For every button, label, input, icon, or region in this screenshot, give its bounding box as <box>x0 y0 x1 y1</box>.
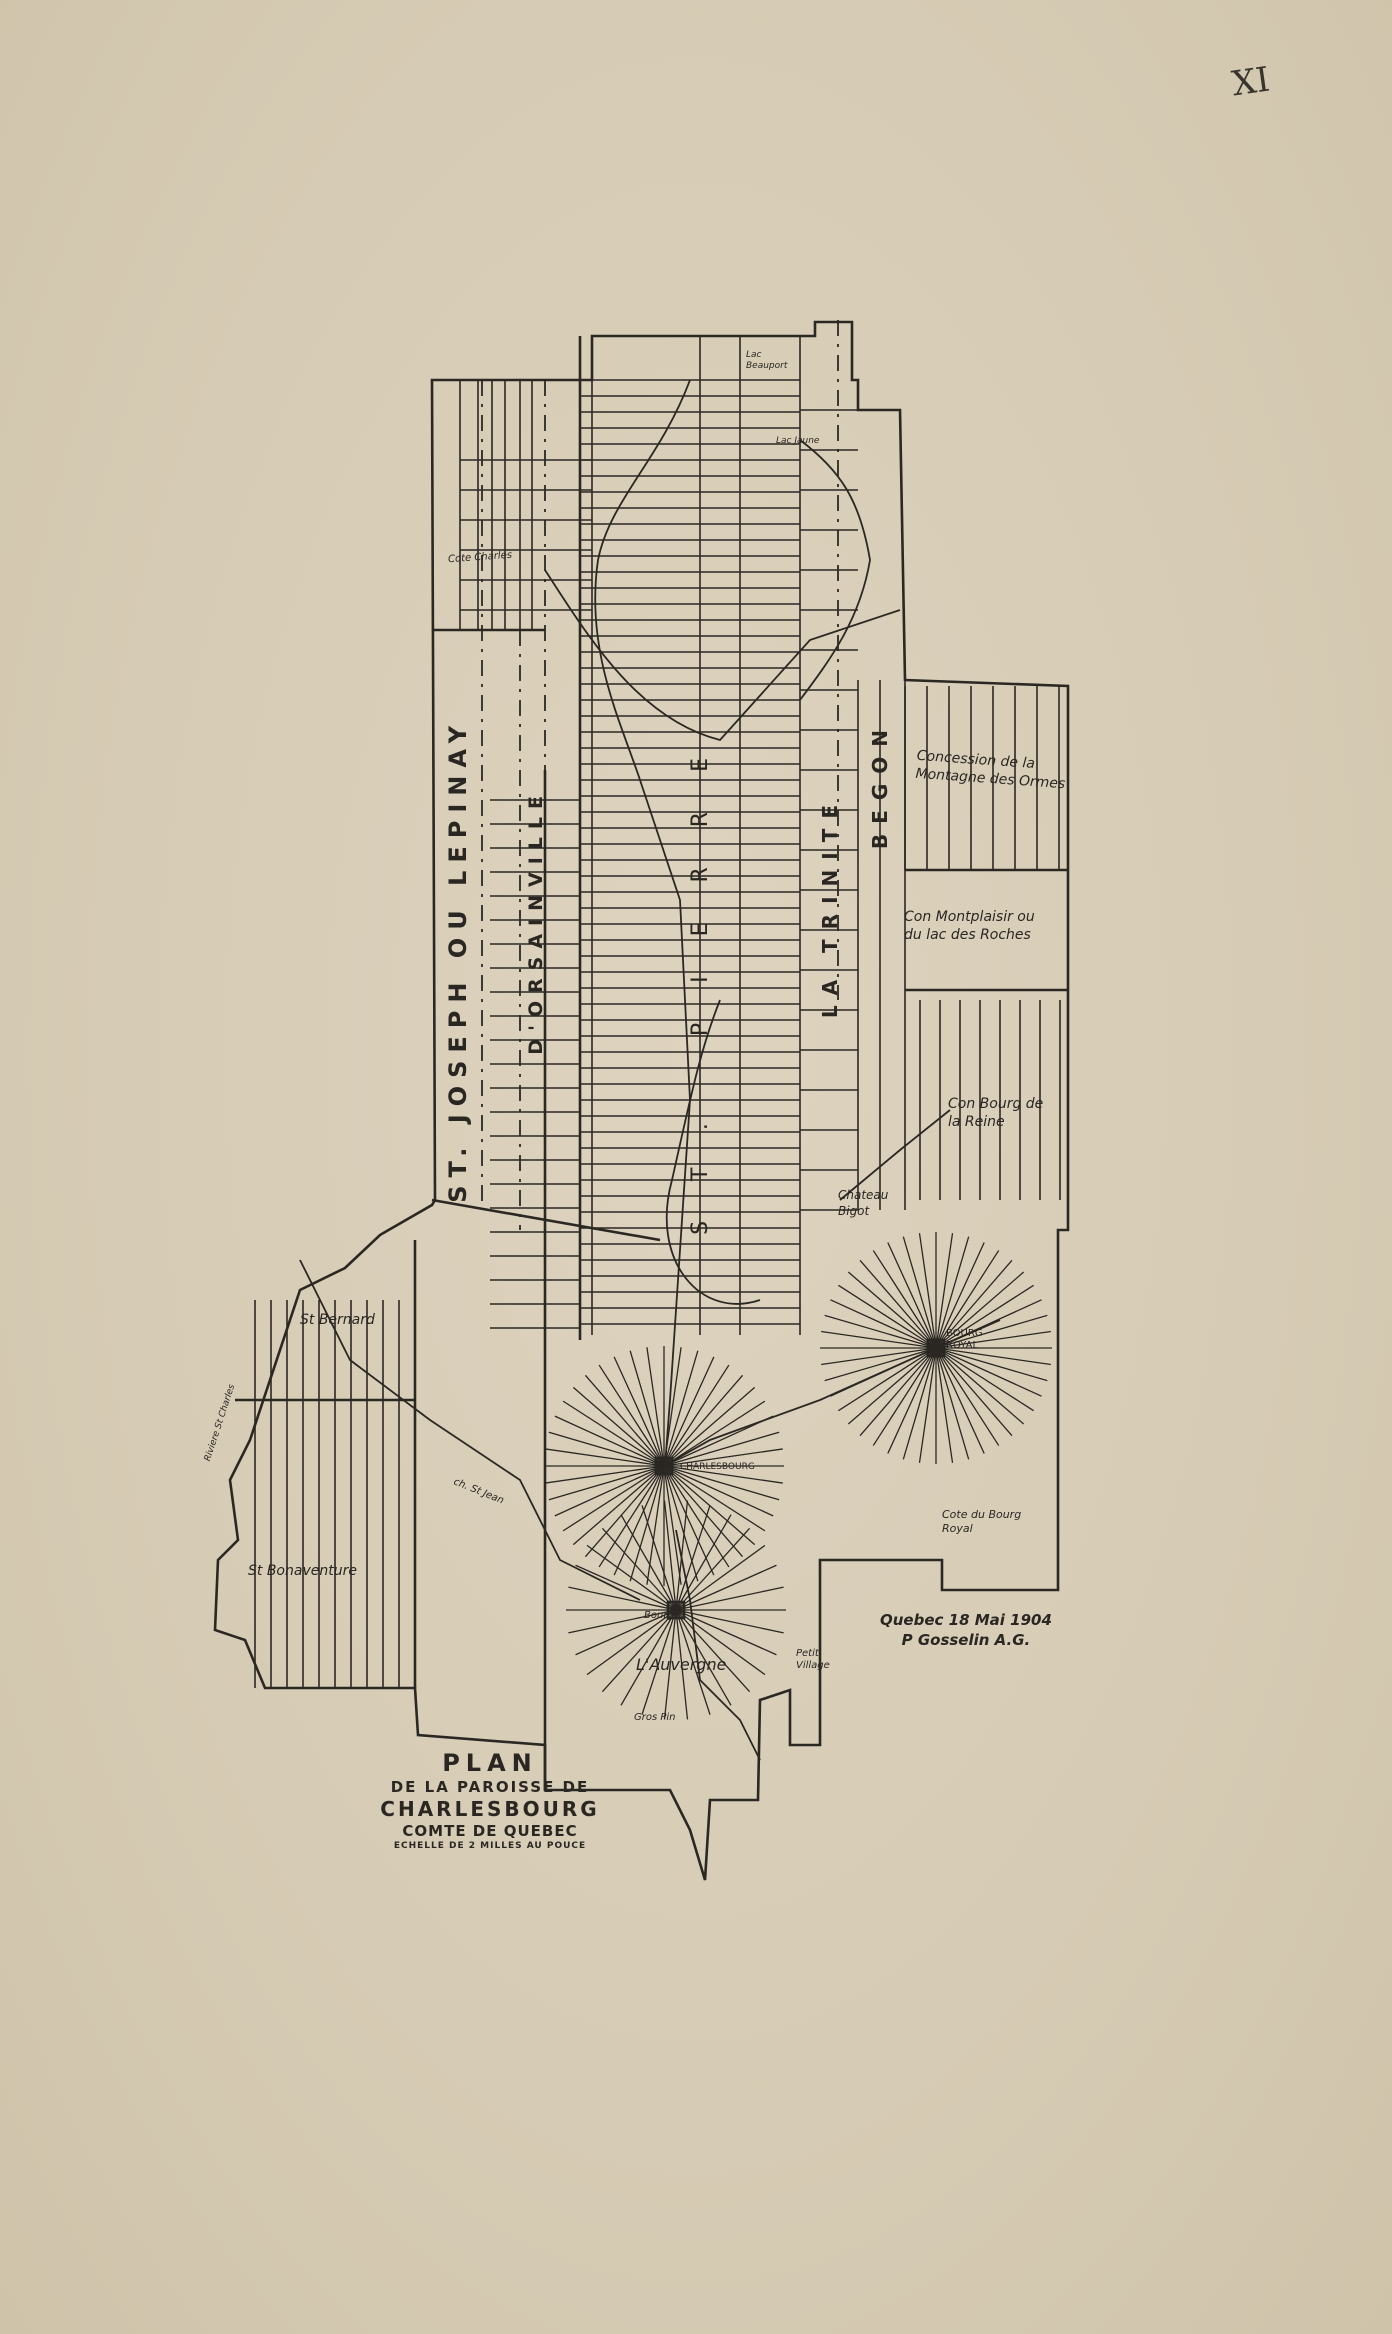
label-chemin-st-jean: ch. St Jean <box>451 1476 506 1507</box>
map-signature <box>880 1610 1052 1651</box>
lot-lines <box>255 336 1060 1688</box>
map-title-block <box>350 1748 630 1852</box>
label-concession-montagne: Concession de la Montagne des Ormes <box>914 747 1066 793</box>
charlesbourg-ray <box>585 1466 664 1557</box>
label-chateau-bigot: Chateau Bigot <box>838 1188 889 1218</box>
label-st-bernard: St Bernard <box>300 1312 375 1328</box>
charlesbourg-ray <box>664 1375 743 1466</box>
map-title: PLAN <box>442 1749 538 1777</box>
label-l-auvergne: L'Auvergne <box>636 1655 727 1674</box>
label-cote-bourg-royal: Cote du Bourg Royal <box>942 1508 1022 1536</box>
charlesbourg-ray <box>664 1432 779 1466</box>
page-number: XI <box>1229 59 1273 105</box>
label-bourg: Bourg <box>644 1610 674 1621</box>
bourg-royal-ray <box>848 1348 936 1424</box>
bourg-royal-ray <box>825 1348 936 1381</box>
signature-name: P Gosselin A.G. <box>901 1631 1031 1650</box>
charlesbourg-ray <box>549 1432 664 1466</box>
label-orsainville: D'ORSAINVILLE <box>525 788 547 1055</box>
label-begon: BEGON <box>868 720 892 850</box>
label-gros-pin: Gros Pin <box>634 1712 676 1723</box>
auvergne-ray <box>576 1565 676 1610</box>
label-lac-jaune: Lac Jaune <box>776 436 820 446</box>
bourg-royal-ray <box>903 1237 936 1348</box>
auvergne-ray <box>676 1610 750 1692</box>
map-subtitle-2: CHARLESBOURG <box>380 1796 600 1821</box>
label-cote-charles: Cote Charles <box>447 549 513 566</box>
bourg-royal-ray <box>903 1348 936 1459</box>
bourg-royal-ray <box>860 1260 936 1348</box>
label-charlesbourg: CHARLESBOURG <box>680 1462 755 1472</box>
label-lac-beauport: Lac Beauport <box>746 350 788 371</box>
charlesbourg-ray <box>549 1466 664 1500</box>
label-con-montplaisir: Con Montplaisir ou du lac des Roches <box>904 909 1035 944</box>
signature-date: Quebec 18 Mai 1904 <box>880 1611 1052 1629</box>
label-st-pierre: ST. PIERRE <box>688 718 713 1235</box>
label-st-bonaventure: St Bonaventure <box>248 1563 357 1579</box>
charlesbourg-ray <box>664 1466 743 1557</box>
charlesbourg-ray <box>573 1387 664 1466</box>
bourg-royal-ray <box>860 1348 936 1436</box>
winding-creek <box>667 1000 760 1304</box>
auvergne-ray <box>602 1610 676 1692</box>
bourg-royal-ray <box>848 1272 936 1348</box>
bourg-royal-ray <box>936 1348 969 1459</box>
bourg-royal-ray <box>825 1315 936 1348</box>
roads-and-rivers <box>300 380 1000 1760</box>
lac-beauport-road <box>545 570 900 740</box>
bourg-royal-ray <box>936 1348 1024 1424</box>
label-st-joseph: ST. JOSEPH OU LEPINAY <box>444 718 472 1203</box>
chateau-road <box>840 1110 950 1200</box>
river-path <box>595 380 690 1466</box>
map-scale: ECHELLE DE 2 MILLES AU POUCE <box>393 1840 587 1851</box>
label-con-bourg-reine: Con Bourg de la Reine <box>948 1096 1044 1131</box>
map-subtitle-3: COMTE DE QUEBEC <box>402 1821 578 1840</box>
label-bourg-royal: BOURG ROYAL <box>946 1328 983 1351</box>
charlesbourg-ray <box>630 1351 664 1466</box>
map-subtitle-1: DE LA PAROISSE DE <box>390 1778 590 1796</box>
charlesbourg-ray <box>664 1387 755 1466</box>
auvergne-ray <box>676 1528 750 1610</box>
road-south <box>676 1530 760 1760</box>
dashed-boundaries <box>482 320 838 1230</box>
auvergne-ray <box>676 1610 776 1655</box>
bourg-royal-ray <box>936 1348 1047 1381</box>
label-riviere-st-charles: Riviere St Charles <box>202 1383 238 1463</box>
bourg-royal-ray <box>936 1348 1012 1436</box>
label-la-trinite: LA TRINITE <box>818 795 842 1019</box>
label-petit-village: Petit Village <box>796 1648 830 1671</box>
charlesbourg-ray <box>585 1375 664 1466</box>
auvergne-ray <box>602 1528 676 1610</box>
